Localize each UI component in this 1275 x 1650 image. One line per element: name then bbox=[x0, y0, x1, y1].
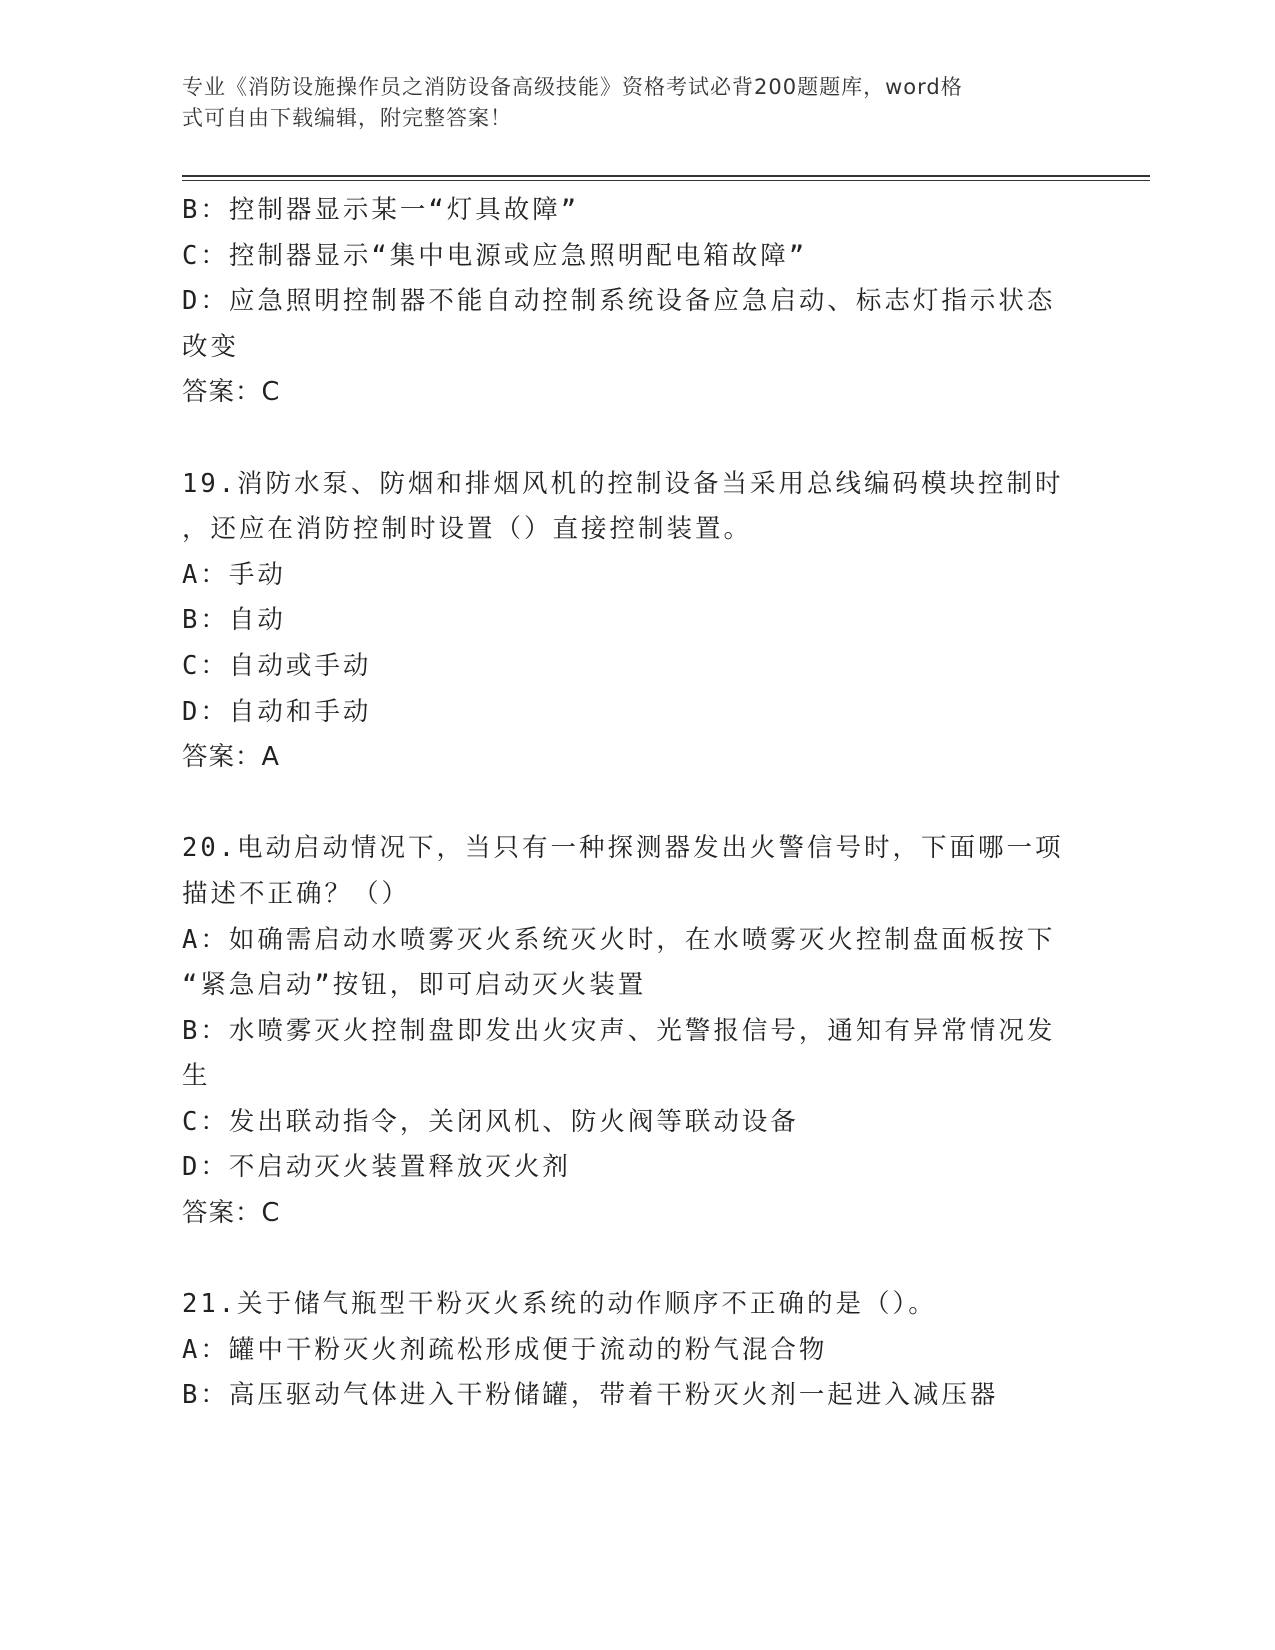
option-b: B：水喷雾灭火控制盘即发出火灾声、光警报信号，通知有异常情况发 bbox=[182, 1015, 1056, 1046]
header-divider-thick bbox=[182, 175, 1150, 177]
option-a: A：手动 bbox=[182, 559, 286, 590]
option-d: D：自动和手动 bbox=[182, 696, 372, 727]
option-b: B：高压驱动气体进入干粉储罐，带着干粉灭火剂一起进入减压器 bbox=[182, 1380, 999, 1411]
question-list bbox=[182, 188, 1082, 1419]
question-19 bbox=[182, 462, 1082, 781]
option-b-continued: 生 bbox=[182, 1061, 211, 1092]
question-21 bbox=[182, 1282, 1082, 1419]
option-d-continued: 改变 bbox=[182, 331, 240, 362]
option-d: D：应急照明控制器不能自动控制系统设备应急启动、标志灯指示状态 bbox=[182, 286, 1056, 317]
document-header bbox=[182, 72, 1062, 134]
option-a: A：罐中干粉灭火剂疏松形成便于流动的粉气混合物 bbox=[182, 1334, 828, 1365]
option-c: C：控制器显示“集中电源或应急照明配电箱故障” bbox=[182, 240, 808, 271]
option-d: D：不启动灭火装置释放灭火剂 bbox=[182, 1152, 571, 1183]
answer: 答案：C bbox=[182, 1198, 281, 1229]
header-line-2: 式可自由下载编辑，附完整答案！ bbox=[182, 106, 512, 130]
option-b: B：控制器显示某一“灯具故障” bbox=[182, 195, 580, 225]
question-20 bbox=[182, 826, 1082, 1236]
option-a-continued: “紧急启动”按钮，即可启动灭火装置 bbox=[182, 970, 647, 1001]
question-stem: 21.关于储气瓶型干粉灭火系统的动作顺序不正确的是（）。 bbox=[182, 1289, 937, 1320]
question-stem: 19.消防水泵、防烟和排烟风机的控制设备当采用总线编码模块控制时 bbox=[182, 468, 1064, 499]
question-stem-continued: ，还应在消防控制时设置（）直接控制装置。 bbox=[182, 514, 753, 545]
header-line-1: 专业《消防设施操作员之消防设备高级技能》资格考试必背200题题库，word格 bbox=[182, 75, 963, 99]
question-spacer bbox=[182, 781, 1082, 827]
option-c: C：发出联动指令，关闭风机、防火阀等联动设备 bbox=[182, 1106, 799, 1137]
question-stem-continued: 描述不正确？（） bbox=[182, 878, 411, 909]
option-b: B：自动 bbox=[182, 605, 286, 636]
question-stem: 20.电动启动情况下，当只有一种探测器发出火警信号时，下面哪一项 bbox=[182, 833, 1064, 864]
option-a: A：如确需启动水喷雾灭火系统灭火时，在水喷雾灭火控制盘面板按下 bbox=[182, 924, 1056, 955]
answer: 答案：A bbox=[182, 742, 280, 773]
answer: 答案：C bbox=[182, 377, 281, 408]
question-spacer bbox=[182, 1237, 1082, 1283]
question-spacer bbox=[182, 416, 1082, 462]
header-divider-thin bbox=[182, 180, 1150, 181]
option-c: C：自动或手动 bbox=[182, 650, 372, 681]
question-18 bbox=[182, 188, 1082, 416]
